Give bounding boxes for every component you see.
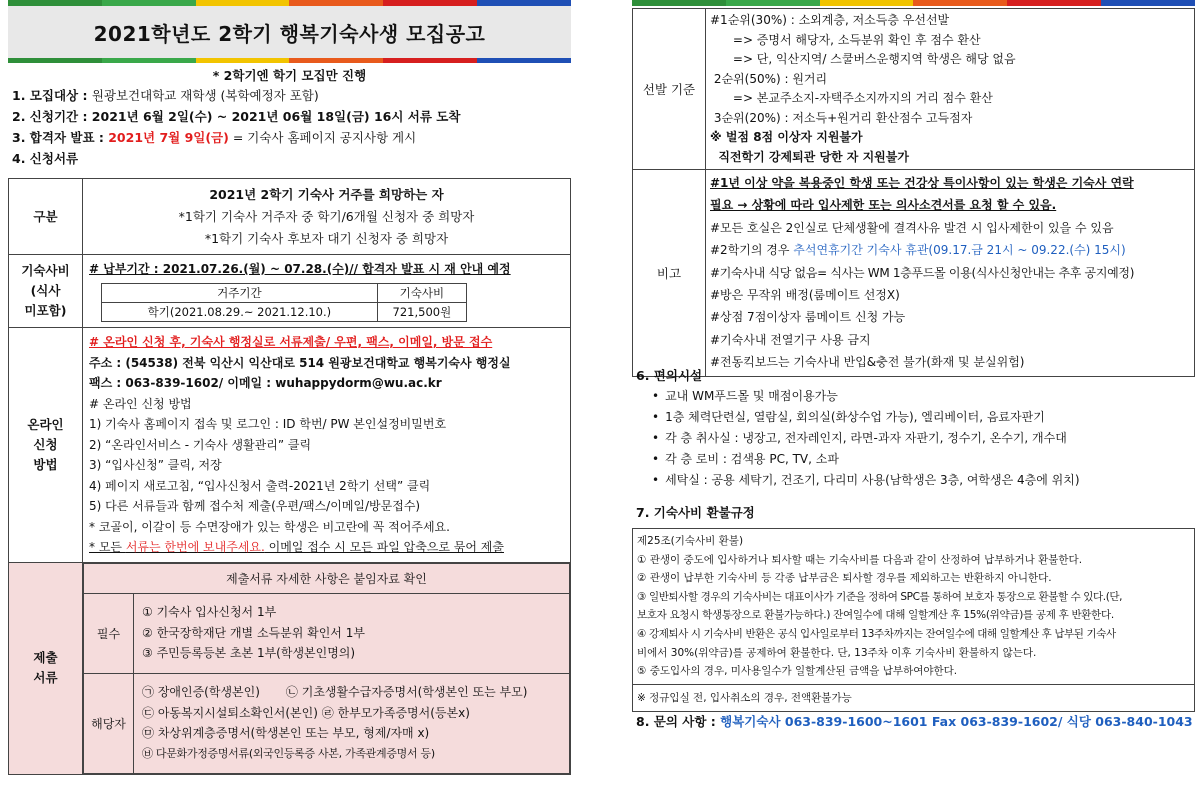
- fee-amount-value: 721,500원: [377, 303, 466, 322]
- selection-label: 선발 기준: [633, 9, 706, 170]
- refund-footnote: ※ 정규입실 전, 입사취소의 경우, 전액환불가능: [637, 691, 852, 704]
- selection-line: 3순위(20%) : 저소득+원거리 환산점수 고득점자: [710, 110, 973, 125]
- remarks-room: #모든 호실은 2인실로 단체생활에 결격사유 발견 시 입사제한이 있을 수 있음: [710, 220, 1114, 235]
- optional-list: [134, 673, 570, 773]
- online-step-2: 2) “온라인서비스 - 기숙사 생활관리” 클릭: [89, 437, 312, 452]
- fee-col-period: 거주기간: [102, 284, 378, 303]
- send-note-b: 서류는 한번에 보내주세요.: [125, 540, 265, 554]
- remarks-health-2: 필요 → 상황에 따라 입사제한 또는 의사소견서를 요청 할 수 있음.: [710, 198, 1057, 213]
- rainbow-bar-right: [632, 0, 1195, 6]
- send-note-a: * 모든: [89, 540, 126, 554]
- remarks-label: 비고: [633, 170, 706, 377]
- online-step-3: 3) “입사신청” 클릭, 저장: [89, 458, 222, 472]
- remarks-kickboard: #전동킥보드는 기숙사내 반입&충전 불가(화재 및 분실위험): [710, 355, 1025, 370]
- recruit-target-label: 1. 모집대상 :: [12, 88, 92, 103]
- fee-label-1: 기숙사비: [21, 263, 70, 278]
- inquiry: [636, 712, 1193, 730]
- required-item: ② 한국장학재단 개별 소득분위 확인서 1부: [142, 625, 365, 640]
- facility-item: • 각 층 로비 : 검색용 PC, TV, 소파: [652, 449, 1080, 470]
- documents-table: [83, 563, 570, 774]
- application-table: [8, 178, 571, 775]
- intro-section: [8, 66, 571, 169]
- required-item: ③ 주민등록등본 초본 1부(학생본인명의): [142, 646, 356, 661]
- facility-item: • 교내 WM푸드몰 및 매점이용가능: [652, 386, 1080, 407]
- documents-heading: 4. 신청서류: [12, 151, 79, 166]
- row-selection: [633, 9, 1195, 170]
- documents-label-2: 서류: [33, 670, 58, 685]
- online-contact: 팩스 : 063-839-1602/ 이메일 : wuhappydorm@wu.ac.kr: [89, 376, 442, 390]
- facilities-title: 6. 편의시설: [636, 368, 703, 383]
- category-content: [83, 179, 571, 255]
- category-label: 구분: [9, 179, 83, 255]
- fee-col-amount: 기숙사비: [377, 284, 466, 303]
- online-step-4: 4) 페이지 새로고침, “입사신청서 출력-2021년 2학기 선택” 클릭: [89, 478, 431, 493]
- announcement: [8, 127, 571, 148]
- criteria-table: [632, 8, 1195, 377]
- remarks-random-room: #방은 무작위 배정(룸메이트 선정X): [710, 288, 900, 303]
- row-documents: [9, 562, 571, 774]
- remarks-health-1: #1년 이상 약을 복용중인 학생 또는 건강상 특이사항이 있는 학생은 기숙사 연락: [710, 176, 1134, 190]
- online-content: [83, 328, 571, 563]
- optional-item: ㉢ 아동복지시설퇴소확인서(본인) ㉣ 한부모가족증명서(등본x): [142, 705, 470, 720]
- optional-item: [142, 682, 561, 703]
- inquiry-contacts: 행복기숙사 063-839-1600~1601 Fax 063-839-1602/ 식당 063-840-1043: [720, 714, 1193, 729]
- announcement-label: 3. 합격자 발표 :: [12, 130, 109, 145]
- recruit-target-value: 원광보건대학교 재학생 (복학예정자 포함): [91, 88, 319, 103]
- online-label-1: 온라인: [27, 416, 64, 432]
- fee-payment-period: # 납부기간 : 2021.07.26.(월) ~ 07.28.(수)// 합격자 발표 시 재 안내 예정: [89, 262, 511, 276]
- online-label-3: 방법: [33, 456, 58, 472]
- refund-line: ④ 강제퇴사 시 기숙사비 반환은 공식 입사일로부터 13주차까지는 잔여일수에 대해 일할계산 후 납부된 기숙사: [637, 627, 1116, 640]
- announcement-rest: = 기숙사 홈페이지 공지사항 게시: [228, 130, 417, 145]
- category-line-1: 2021년 2학기 기숙사 거주를 희망하는 자: [209, 186, 444, 202]
- fee-label: [9, 255, 83, 328]
- optional-item: ㉥ 다문화가정증명서류(외국인등록증 사본, 가족관계증명서 등): [142, 746, 435, 760]
- required-label: 필수: [84, 593, 134, 673]
- selection-line: => 단, 익산지역/ 스쿨버스운행지역 학생은 해당 없음: [710, 52, 1016, 66]
- rainbow-bar-bottom: [8, 58, 571, 63]
- facility-item: • 세탁실 : 공용 세탁기, 건조기, 다리미 사용(남학생은 3층, 여학생은 4층에 위치): [652, 470, 1080, 491]
- documents-label: [9, 562, 83, 774]
- refund-line: ② 관생이 납부한 기숙사비 등 각종 납부금은 퇴사할 경우를 제외하고는 반환하지 아니한다.: [637, 572, 1052, 585]
- remarks-heater: #기숙사내 전열기구 사용 금지: [710, 332, 871, 347]
- online-label: [9, 328, 83, 563]
- send-note-c: 이메일 접수 시 모든 파일 압축으로 묶어 제출: [264, 540, 504, 554]
- optional-item: ㉤ 차상위계층증명서(학생본인 또는 부모, 형제/자매 x): [142, 726, 430, 740]
- left-column: [8, 0, 571, 793]
- online-send-note: [89, 537, 564, 558]
- fee-label-2: (식사: [30, 283, 61, 298]
- optional-item-a: ㉠ 장애인증(학생본인): [142, 685, 260, 699]
- selection-line: #1순위(30%) : 소외계층, 저소득층 우선선발: [710, 13, 950, 27]
- facilities-list: [652, 386, 1080, 491]
- fee-label-3: 미포함): [24, 303, 67, 318]
- refund-line: 비에서 30%(위약금)를 공제하여 환불한다. 단, 13주차 이후 기숙사비 환불하지 않는다.: [637, 646, 1037, 659]
- refund-line: ⑤ 중도입사의 경우, 미사용일수가 일할계산된 금액을 납부하여야한다.: [637, 665, 958, 678]
- row-online: [9, 328, 571, 563]
- remarks-holiday-period: 추석연휴기간 기숙사 휴관(09.17.금 21시 ~ 09.22.(수) 15시): [793, 243, 1126, 258]
- page-title: 2021학년도 2학기 행복기숙사생 모집공고: [8, 6, 571, 58]
- apply-period: 2. 신청기간 : 2021년 6월 2일(수) ~ 2021년 06월 18일(금) 16시 서류 도착: [12, 109, 461, 124]
- recruit-target: [8, 85, 571, 106]
- refund-line: ① 관생이 중도에 입사하거나 퇴사할 때는 기숙사비를 다음과 같이 산정하여 납부하거나 환불한다.: [637, 553, 1083, 566]
- documents-content: [83, 562, 571, 774]
- intro-note: * 2학기엔 학기 모집만 진행: [212, 68, 367, 83]
- refund-box: [632, 528, 1195, 712]
- online-address: 주소 : (54538) 전북 익산시 익산대로 514 원광보건대학교 행복기숙사 행정실: [89, 355, 511, 370]
- selection-line: => 증명서 해당자, 소득분위 확인 후 점수 환산: [710, 32, 981, 47]
- documents-label-1: 제출: [33, 650, 58, 665]
- online-label-2: 신청: [33, 436, 58, 452]
- documents-head: 제출서류 자세한 사항은 붙임자료 확인: [84, 563, 570, 593]
- remarks-roommate: #상점 7점이상자 룸메이트 신청 가능: [710, 310, 906, 325]
- required-list: [134, 593, 570, 673]
- row-remarks: [633, 170, 1195, 377]
- fee-table: [101, 283, 467, 322]
- refund-line: ③ 일반퇴사할 경우의 기숙사비는 대표이사가 기준을 정하여 SPC를 통하여 보호자 통장으로 환불할 수 있다.(단,: [637, 590, 1123, 603]
- online-step-1: 1) 기숙사 홈페이지 접속 및 로그인 : ID 학번/ PW 본인설정비밀번호: [89, 417, 447, 431]
- facility-item: • 1층 체력단련실, 열람실, 회의실(화상수업 가능), 엘리베이터, 음료자판기: [652, 407, 1080, 428]
- refund-rules: [633, 529, 1194, 685]
- fee-content: [83, 255, 571, 328]
- inquiry-label: 8. 문의 사항 :: [636, 714, 721, 729]
- selection-penalty: ※ 벌점 8점 이상자 지원불가: [710, 130, 863, 144]
- required-item: ① 기숙사 입사신청서 1부: [142, 605, 277, 620]
- row-fee: [9, 255, 571, 328]
- selection-line: => 본교주소지-자택주소지까지의 거리 점수 환산: [710, 91, 993, 105]
- refund-line: 제25조(기숙사비 환불): [637, 535, 744, 547]
- row-category: [9, 179, 571, 255]
- online-sleep-note: * 코골이, 이갈이 등 수면장애가 있는 학생은 비고란에 꼭 적어주세요.: [89, 519, 450, 534]
- selection-line: 2순위(50%) : 원거리: [710, 71, 828, 86]
- optional-item-b: ㉡ 기초생활수급자증명서(학생본인 또는 부모): [285, 685, 528, 699]
- fee-period-value: 학기(2021.08.29.~ 2021.12.10.): [102, 303, 378, 322]
- online-submit-note: # 온라인 신청 후, 기숙사 행정실로 서류제출/ 우편, 팩스, 이메일, 방문 접수: [89, 335, 493, 349]
- online-method-heading: # 온라인 신청 방법: [89, 396, 192, 411]
- selection-expelled: 직전학기 강제퇴관 당한 자 지원불가: [710, 149, 909, 164]
- remarks-cafeteria: #기숙사내 식당 없음= 식사는 WM 1층푸드몰 이용(식사신청안내는 추후 공지예정): [710, 265, 1135, 280]
- category-line-2: *1학기 기숙사 거주자 중 학기/6개월 신청자 중 희망자: [178, 208, 475, 224]
- optional-label: 해당자: [84, 673, 134, 773]
- refund-title: 7. 기숙사비 환불규정: [636, 505, 755, 520]
- facility-item: • 각 층 취사실 : 냉장고, 전자레인지, 라면-과자 자판기, 정수기, 온수기, 개수대: [652, 428, 1080, 449]
- remarks-content: [706, 170, 1195, 377]
- online-step-5: 5) 다른 서류들과 함께 접수처 제출(우편/팩스/이메일/방문접수): [89, 499, 421, 513]
- category-line-3: *1학기 기숙사 후보자 대기 신청자 중 희망자: [204, 230, 449, 246]
- announcement-date: 2021년 7월 9일(금): [108, 130, 229, 145]
- remarks-holiday-label: #2학기의 경우: [710, 243, 794, 258]
- refund-line: 보호자 요청시 학생통장으로 환불가능하다.) 잔여일수에 대해 일할계산 후 15%(위약금)를 공제 후 반환한다.: [637, 609, 1114, 622]
- selection-content: [706, 9, 1195, 170]
- remarks-holiday: [710, 239, 1190, 261]
- right-column: [632, 0, 1195, 793]
